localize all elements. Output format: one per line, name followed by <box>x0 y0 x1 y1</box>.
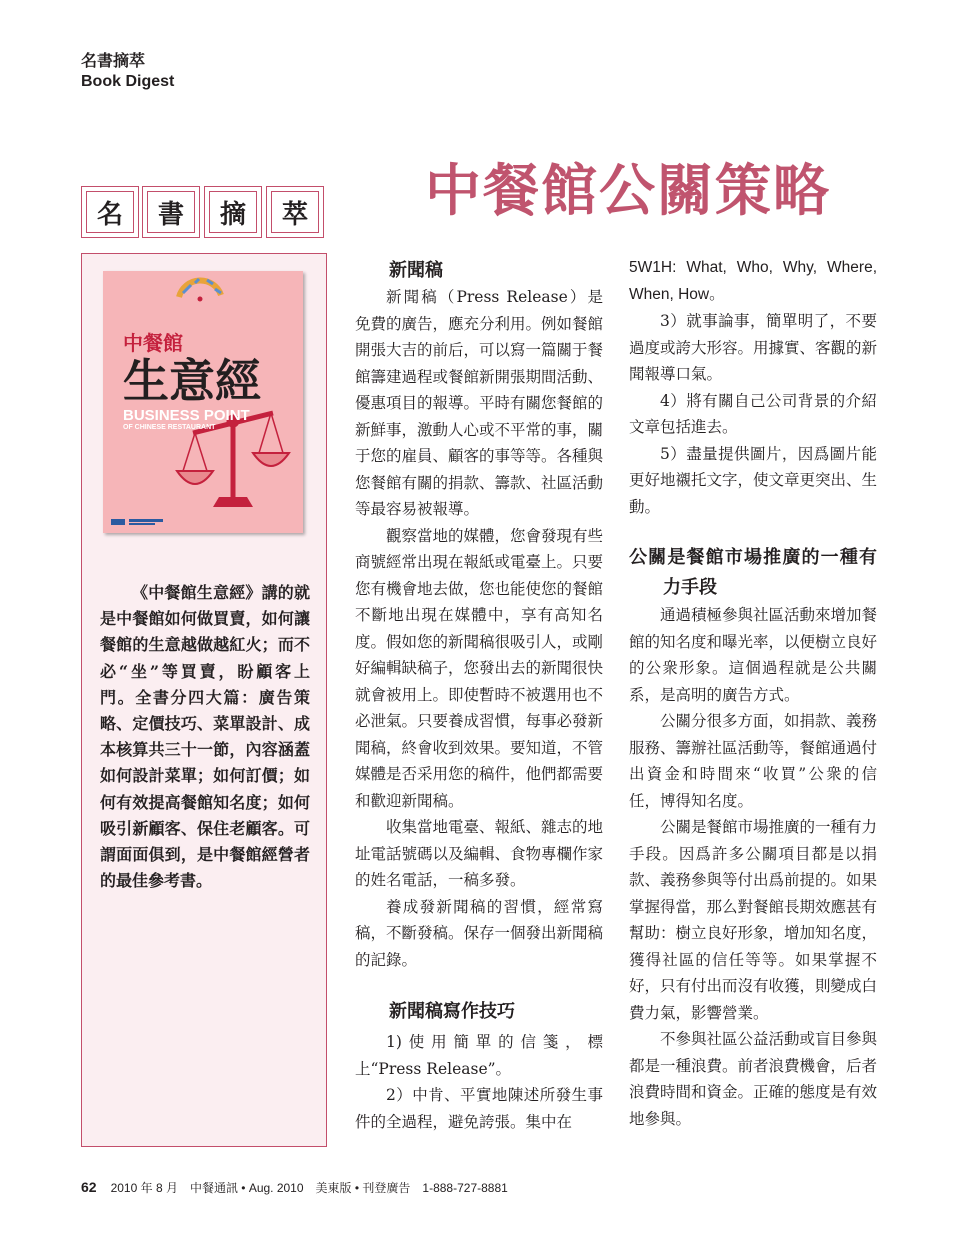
tile-1: 名 <box>81 186 139 238</box>
paragraph: 3）就事論事，簡單明了，不要過度或誇大形容。用據實、客觀的新聞報導口氣。 <box>629 312 878 383</box>
paragraph: 養成發新聞稿的習慣，經常寫稿，不斷發稿。保存一個發出新聞稿的記錄。 <box>355 897 604 969</box>
paragraph: 通過積極參與社區活動來增加餐館的知名度和曝光率，以便樹立良好的公衆形象。這個過程就是公共關系，是高明的廣告方式。 <box>629 606 878 704</box>
article-title: 中餐館公關策略 <box>425 158 831 224</box>
paragraph: 1)使用簡單的信箋，標上“Press Release”。 <box>355 1033 603 1078</box>
book-description <box>100 580 310 894</box>
article-column-2 <box>629 255 877 1132</box>
tile-3: 摘 <box>204 186 262 238</box>
paragraph: 5）盡量提供圖片，因爲圖片能更好地襯托文字，使文章更突出、生動。 <box>629 444 878 516</box>
paragraph: 5W1H: What, Who, Why, Where, When, How。 <box>629 259 877 303</box>
paragraph: 不參與社區公益活動或盲目參與都是一種浪費。前者浪費機會，后者浪費時間和資金。正確的態度是有效地參與。 <box>629 1030 878 1128</box>
cover-en-subtitle: OF CHINESE RESTAURANT <box>123 424 216 431</box>
paragraph: 公關分很多方面，如捐款、義務服務、籌辦社區活動等，餐館通過付出資金和時間來“收買”公衆的信任，博得知名度。 <box>629 712 878 810</box>
article-column-1 <box>355 256 603 1135</box>
heading-pr-marketing: 公關是餐館市場推廣的一種有力手段 <box>629 547 877 597</box>
cover-en-title: BUSINESS POINT <box>123 407 250 424</box>
paragraph: 收集當地電臺、報紙、雜志的地址電話號碼以及編輯、食物專欄作家的姓名電話，一稿多發。 <box>355 818 604 889</box>
paragraph: 公關是餐館市場推廣的一種有力手段。因爲許多公關項目都是以捐款、義務參與等付出爲前提的。如果掌握得當，那么對餐館長期效應甚有幫助：樹立良好形象，增加知名度，獲得社區的信任等等。如果掌握不好，只有付出而沒有收獲，則變成白費力氣，影響營業。 <box>629 818 878 1022</box>
heading-writing-tips: 新聞稿寫作技巧 <box>389 1001 515 1021</box>
book-description-text: 《中餐館生意經》講的就是中餐館如何做買賣，如何讓餐館的生意越做越紅火；而不必“坐”等買賣，盼顧客上門。全書分四大篇：廣告策略、定價技巧、菜單設計、成本核算共三十一節，內容涵蓋如何設計菜單；如何訂價；如何有效提高餐館知名度；如何吸引新顧客、保住老顧客。可謂面面俱到，是中餐館經營者的最佳參考書。 <box>100 583 310 891</box>
paragraph: 新聞稿（Press Release）是免費的廣告，應充分利用。例如餐館開張大吉的前后，可以寫一篇關于餐館籌建過程或餐館新開張期間活動、優惠項目的報導。平時有關您餐館的新鮮事，激動人心或不平常的事，關于您的雇員、顧客的事等等。各種與您餐館有關的捐款、籌款、社區活動等最容易被報導。 <box>355 288 604 518</box>
tile-2: 書 <box>142 186 200 238</box>
book-cover <box>103 271 303 533</box>
cover-title-small: 中餐館 <box>123 331 183 355</box>
section-label-en: Book Digest <box>81 73 175 90</box>
heading-press-release: 新聞稿 <box>389 260 443 280</box>
fan-icon <box>179 279 221 302</box>
paragraph: 2）中肯、平實地陳述所發生事件的全過程，避免誇張。集中在 <box>355 1086 603 1131</box>
section-label-zh: 名書摘萃 <box>81 53 146 70</box>
footer-text: 2010 年 8 月 中餐通訊 • Aug. 2010 美東版 • 刊登廣告 1-888-727-8881 <box>110 1181 508 1195</box>
cover-title-large: 生意經 <box>123 354 261 408</box>
publisher-logo <box>111 519 163 525</box>
page-number: 62 <box>81 1179 97 1195</box>
paragraph: 4）將有關自己公司背景的介紹文章包括進去。 <box>629 391 877 436</box>
paragraph: 觀察當地的媒體，您會發現有些商號經常出現在報紙或電臺上。只要您有機會地去做，您也能使您的餐館不斷地出現在媒體中，享有高知名度。假如您的新聞稿很吸引人，或剛好編輯缺稿子，您發出去的新聞很快就會被用上。即使暫時不被選用也不必泄氣。只要養成習慣，每事必發新聞稿，終會收到效果。要知道，不管媒體是否采用您的稿件，他們都需要和歡迎新聞稿。 <box>355 526 604 810</box>
tile-4: 萃 <box>266 186 324 238</box>
page-footer <box>81 1179 508 1196</box>
